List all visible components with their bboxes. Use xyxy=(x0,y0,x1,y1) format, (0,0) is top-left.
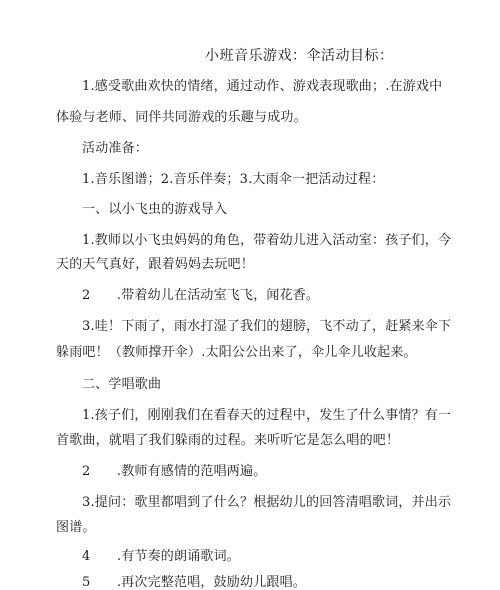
paragraph-line: 1.孩子们，刚刚我们在看春天的过程中，发生了什么事情？有一 xyxy=(82,408,452,423)
paragraph-line: 3.提问：歌里都唱到了什么？根据幼儿的回答清唱歌词，并出示 xyxy=(82,495,452,510)
section-heading: 二、学唱歌曲 xyxy=(82,377,162,392)
paragraph-line: 1.感受歌曲欢快的情绪，通过动作、游戏表现歌曲；.在游戏中 xyxy=(82,79,443,94)
paragraph-line: 1.音乐图谱；2.音乐伴奏；3.大雨伞一把活动过程： xyxy=(82,172,385,187)
section-label: 活动准备： xyxy=(82,141,149,156)
paragraph-line: 5 .再次完整范唱，鼓励幼儿跟唱。 xyxy=(82,575,307,590)
paragraph-line: 1.教师以小飞虫妈妈的角色，带着幼儿进入活动室：孩子们，今 xyxy=(82,233,452,248)
paragraph-line: 首歌曲，就唱了我们躲雨的过程。来听听它是怎么唱的吧！ xyxy=(56,433,400,448)
paragraph-line: 3.哇！下雨了，雨水打湿了我们的翅膀，飞不动了，赶紧来伞下 xyxy=(82,319,452,334)
paragraph-line: 躲雨吧！（教师撑开伞）.太阳公公出来了，伞儿伞儿收起来。 xyxy=(56,345,417,360)
document-title: 小班音乐游戏：伞活动目标： xyxy=(205,48,394,64)
paragraph-line: 2 .带着幼儿在活动室飞飞，闻花香。 xyxy=(82,288,320,303)
paragraph-line: 4 .有节奏的朗诵歌词。 xyxy=(82,549,241,564)
section-heading: 一、以小飞虫的游戏导入 xyxy=(82,202,228,217)
paragraph-line: 图谱。 xyxy=(56,520,96,535)
paragraph-line: 2 .教师有感情的范唱两遍。 xyxy=(82,464,267,479)
paragraph-line: 体验与老师、同伴共同游戏的乐趣与成功。 xyxy=(56,110,307,125)
paragraph-line: 天的天气真好，跟着妈妈去玩吧！ xyxy=(56,257,255,272)
